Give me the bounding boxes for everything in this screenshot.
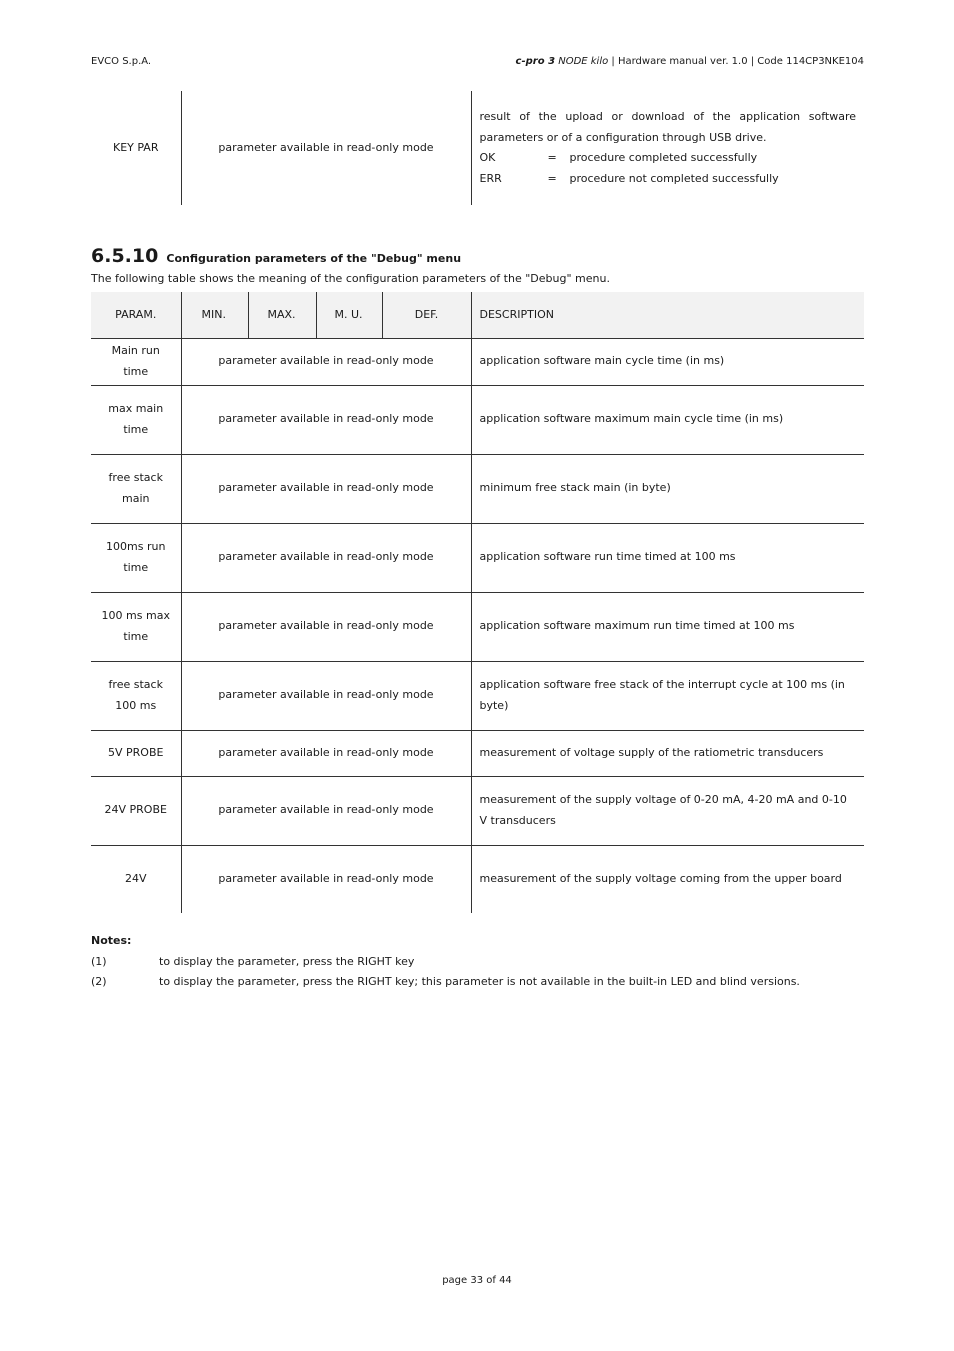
option-err [480,169,857,190]
header-mu: M. U. [316,292,382,338]
key-par-table [91,91,864,205]
param-cell: free stack 100 ms [91,661,181,730]
header-def: DEF. [382,292,471,338]
table-row [91,845,864,913]
param-cell: 5V PROBE [91,730,181,776]
table-row [91,385,864,454]
table-row [91,91,864,205]
description-cell [471,91,864,205]
table-row [91,730,864,776]
param-cell: 24V PROBE [91,776,181,845]
note-number: (2) [91,975,107,988]
param-cell: 100 ms max time [91,592,181,661]
option-eq: = [547,151,557,164]
range-cell: parameter available in read-only mode [181,385,471,454]
header-param: PARAM. [91,292,181,338]
note-number: (1) [91,955,107,968]
header-max: MAX. [248,292,316,338]
header-description: DESCRIPTION [479,308,554,322]
key-par-description: result of the upload or download of the application software parameters or of a configuration through USB drive. [479,110,856,144]
header-min: MIN. [181,292,248,338]
table-row [91,776,864,845]
table-row [91,454,864,523]
param-cell: 100ms run time [91,523,181,592]
option-key: OK [479,151,496,164]
description-cell: measurement of the supply voltage coming from the upper board [479,872,842,885]
range-cell: parameter available in read-only mode [181,523,471,592]
param-cell: 24V [91,845,181,913]
section-intro: The following table shows the meaning of the configuration parameters of the "Debug" menu. [91,272,610,285]
description-cell: application software maximum main cycle time (in ms) [479,412,784,426]
option-eq: = [547,171,557,185]
option-text: procedure completed successfully [569,151,758,164]
table-header-row [91,292,864,338]
option-ok [480,148,857,169]
range-cell: parameter available in read-only mode [181,454,471,523]
note-text: to display the parameter, press the RIGHT key; this parameter is not available in the built-in LED and blind versions. [159,975,800,988]
note-text: to display the parameter, press the RIGHT key [159,955,415,968]
table-row [91,592,864,661]
range-cell: parameter available in read-only mode [181,338,471,385]
param-cell: Main run time [91,338,181,385]
header-product-name: c-pro 3 [515,56,556,67]
range-cell: parameter available in read-only mode [181,776,471,845]
option-text: procedure not completed successfully [569,171,779,185]
param-cell: max main time [91,385,181,454]
range-cell: parameter available in read-only mode [181,730,471,776]
range-cell: parameter available in read-only mode [181,661,471,730]
header-product-model: NODE kilo [558,56,609,67]
param-cell: KEY PAR [91,91,181,205]
table-row [91,523,864,592]
description-cell: measurement of voltage supply of the ratiometric transducers [479,745,824,759]
description-cell: application software main cycle time (in ms) [479,354,725,368]
description-cell: application software run time timed at 100 ms [479,550,736,564]
note-item [91,955,414,968]
header-company: EVCO S.p.A. [91,56,152,67]
param-cell: free stack main [91,454,181,523]
range-cell: parameter available in read-only mode [181,845,471,913]
table-row [91,338,864,385]
option-key: ERR [479,171,502,185]
description-cell: measurement of the supply voltage of 0-20 mA, 4-20 mA and 0-10 V transducers [479,793,847,827]
range-cell: parameter available in read-only mode [181,592,471,661]
section-heading [91,245,461,267]
range-cell: parameter available in read-only mode [181,91,471,205]
section-title: Configuration parameters of the "Debug" menu [166,252,462,265]
description-cell: application software maximum run time timed at 100 ms [479,619,795,633]
debug-parameters-table [91,292,864,913]
header-manual-info: | Hardware manual ver. 1.0 | Code 114CP3NKE104 [611,56,864,67]
section-number: 6.5.10 [91,245,159,267]
note-item [91,975,800,988]
description-cell: minimum free stack main (in byte) [479,481,671,495]
notes-title: Notes: [91,934,132,947]
page-number: page 33 of 44 [442,1275,512,1286]
description-cell: application software free stack of the interrupt cycle at 100 ms (in byte) [479,678,845,712]
header-document-info [516,56,864,67]
table-row [91,661,864,730]
